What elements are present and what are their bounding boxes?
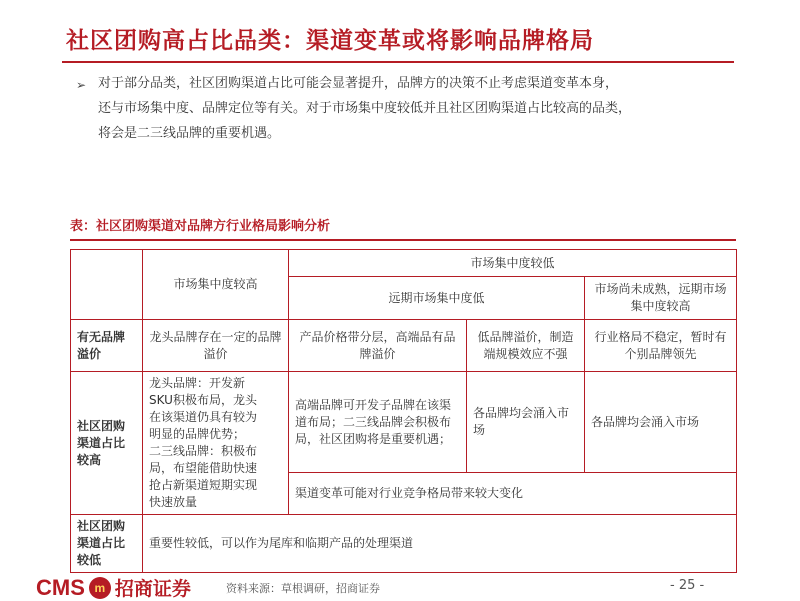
page-number: - 25 - [670,578,705,593]
cms-logo [36,574,191,601]
header-high-concentration: 市场集中度较高 [143,250,289,320]
page-title: 社区团购高占比品类：渠道变革或将影响品牌格局 [66,27,594,54]
paragraph-line: 将会是二三线品牌的重要机遇。 [98,126,281,141]
cell-r2-long-low-b: 各品牌均会涌入市场 [467,372,585,473]
cell-line: 龙头品牌：开发新 [149,376,246,390]
row-head-brand-premium: 有无品牌溢价 [71,320,143,372]
source-note: 资料来源：草根调研，招商证券 [226,582,380,595]
logo-latin: CMS [36,574,85,600]
cell-line: 二三线品牌：积极布 [149,444,258,458]
cell-r1-immature: 行业格局不稳定，暂时有个别品牌领先 [585,320,737,372]
cell-line: 在该渠道仍具有较为 [149,410,258,424]
cell-r1-long-low-b: 低品牌溢价，制造端规模效应不强 [467,320,585,372]
cell-r1-high: 龙头品牌存在一定的品牌溢价 [143,320,289,372]
header-low-concentration: 市场集中度较低 [289,250,737,277]
logo-chinese: 招商证券 [114,578,191,600]
logo-badge-icon: m [89,577,111,599]
cell-r1-long-low-a: 产品价格带分层，高端品有品牌溢价 [289,320,467,372]
corner-cell [71,250,143,320]
cell-r2-immature: 各品牌均会涌入市场 [585,372,737,473]
caption-divider [70,239,736,241]
cell-r3-all: 重要性较低，可以作为尾库和临期产品的处理渠道 [143,515,737,573]
row-head-low-share: 社区团购渠道占比较低 [71,515,143,573]
header-immature-market: 市场尚未成熟，远期市场集中度较高 [585,277,737,320]
paragraph-line: 还与市场集中度、品牌定位等有关。对于市场集中度较低并且社区团购渠道占比较高的品类， [98,101,632,116]
arrow-bullet-icon: ➢ [76,78,87,92]
cell-line: 抢占新渠道短期实现 [149,478,258,492]
cell-r2-long-low-a: 高端品牌可开发子品牌在该渠道布局；二三线品牌会积极布局，社区团购将是重要机遇； [289,372,467,473]
cell-line: 明显的品牌优势； [149,427,246,441]
header-long-term-low: 远期市场集中度低 [289,277,585,320]
cell-line: 局，布望能借助快速 [149,461,258,475]
cell-r2-channel-change: 渠道变革可能对行业竞争格局带来较大变化 [289,473,737,515]
intro-paragraph [98,71,738,146]
cell-line: SKU积极布局，龙头 [149,393,257,407]
title-divider [62,61,734,63]
cell-r2-high [143,372,289,515]
row-head-high-share: 社区团购渠道占比较高 [71,372,143,515]
cell-line: 快速放量 [149,495,198,509]
paragraph-line: 对于部分品类，社区团购渠道占比可能会显著提升，品牌方的决策不止考虑渠道变革本身， [98,76,619,91]
table-caption: 表：社区团购渠道对品牌方行业格局影响分析 [70,219,331,234]
brand-impact-table [70,249,737,573]
